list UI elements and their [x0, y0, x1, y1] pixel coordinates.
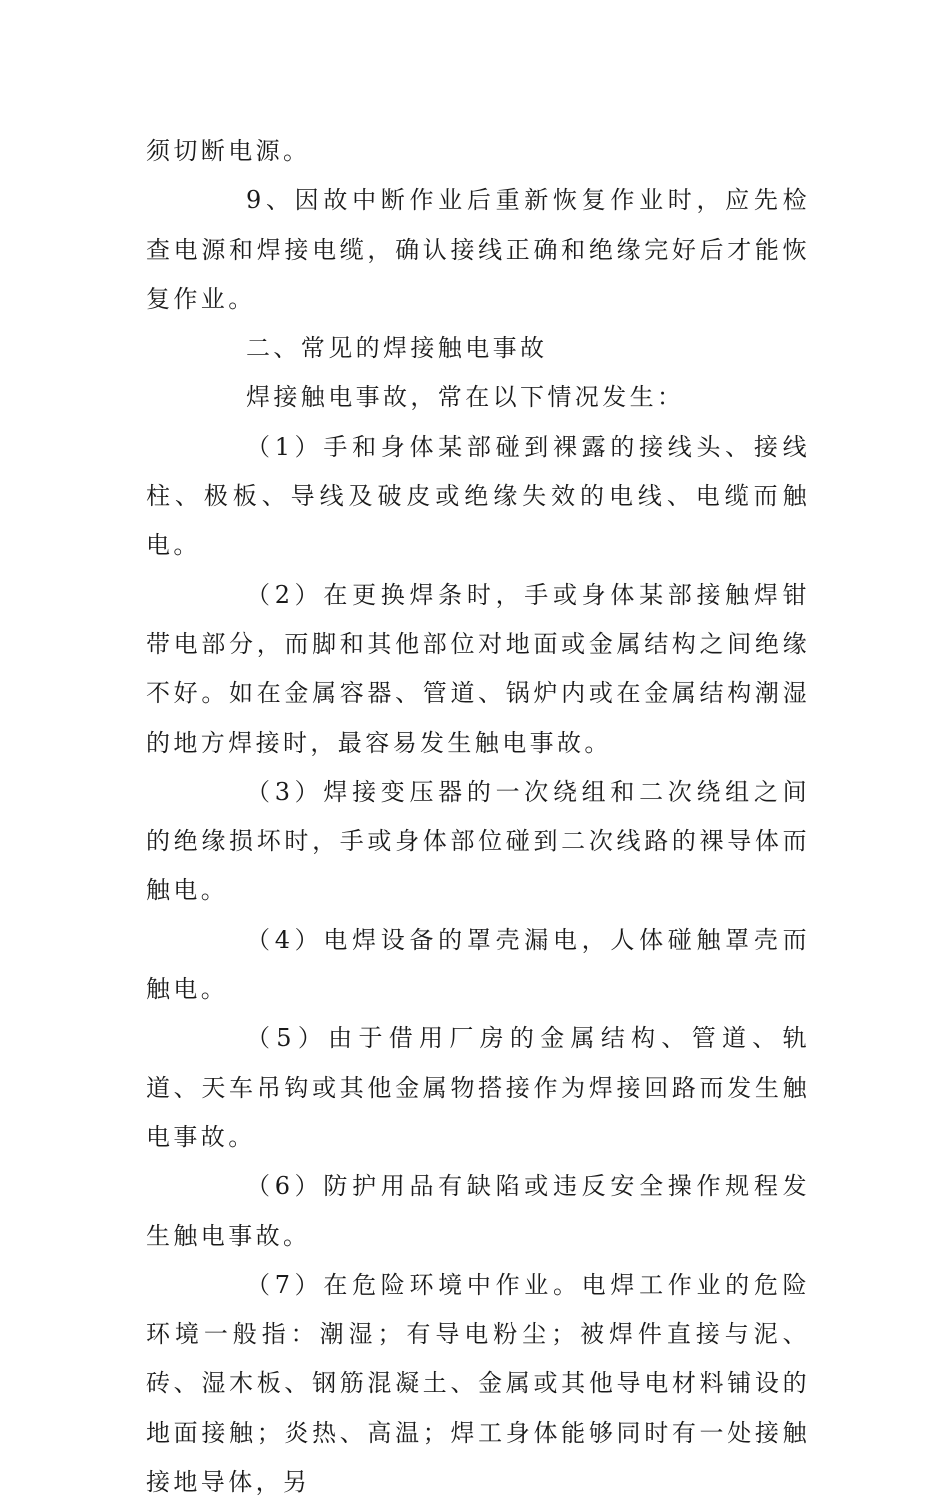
paragraph-case-7: （7）在危险环境中作业。电焊工作业的危险环境一般指：潮湿；有导电粉尘；被焊件直接与泥、砖、湿木板、钢筋混凝土、金属或其他导电材料铺设的地面接触；炎热、高温；焊工身体能够同时有一处接触接地导体，另 — [146, 1270, 810, 1497]
paragraph-intro: 焊接触电事故，常在以下情况发生： — [246, 383, 685, 412]
paragraph-continuation: 须切断电源。 — [146, 137, 311, 165]
paragraph-item-9: 9、因故中断作业后重新恢复作业时，应先检查电源和焊接电缆，确认接线正确和绝缘完好后才能恢复作业。 — [146, 186, 810, 313]
paragraph-case-5: （5）由于借用厂房的金属结构、管道、轨道、天车吊钩或其他金属物搭接作为焊接回路而发生触电事故。 — [146, 1024, 810, 1151]
document-body — [146, 127, 810, 1507]
paragraph-case-3: （3）焊接变压器的一次绕组和二次绕组之间的绝缘损坏时，手或身体部位碰到二次线路的裸导体而触电。 — [146, 777, 810, 905]
section-heading: 二、常见的焊接触电事故 — [246, 334, 548, 363]
paragraph-case-1: （1）手和身体某部碰到裸露的接线头、接线柱、极板、导线及破皮或绝缘失效的电线、电缆而触电。 — [146, 432, 810, 560]
paragraph-case-4: （4）电焊设备的罩壳漏电，人体碰触罩壳而触电。 — [146, 925, 810, 1004]
paragraph-case-2: （2）在更换焊条时，手或身体某部接触焊钳带电部分，而脚和其他部位对地面或金属结构之间绝缘不好。如在金属容器、管道、锅炉内或在金属结构潮湿的地方焊接时，最容易发生触电事故。 — [146, 580, 810, 757]
paragraph-case-6: （6）防护用品有缺陷或违反安全操作规程发生触电事故。 — [146, 1172, 810, 1250]
